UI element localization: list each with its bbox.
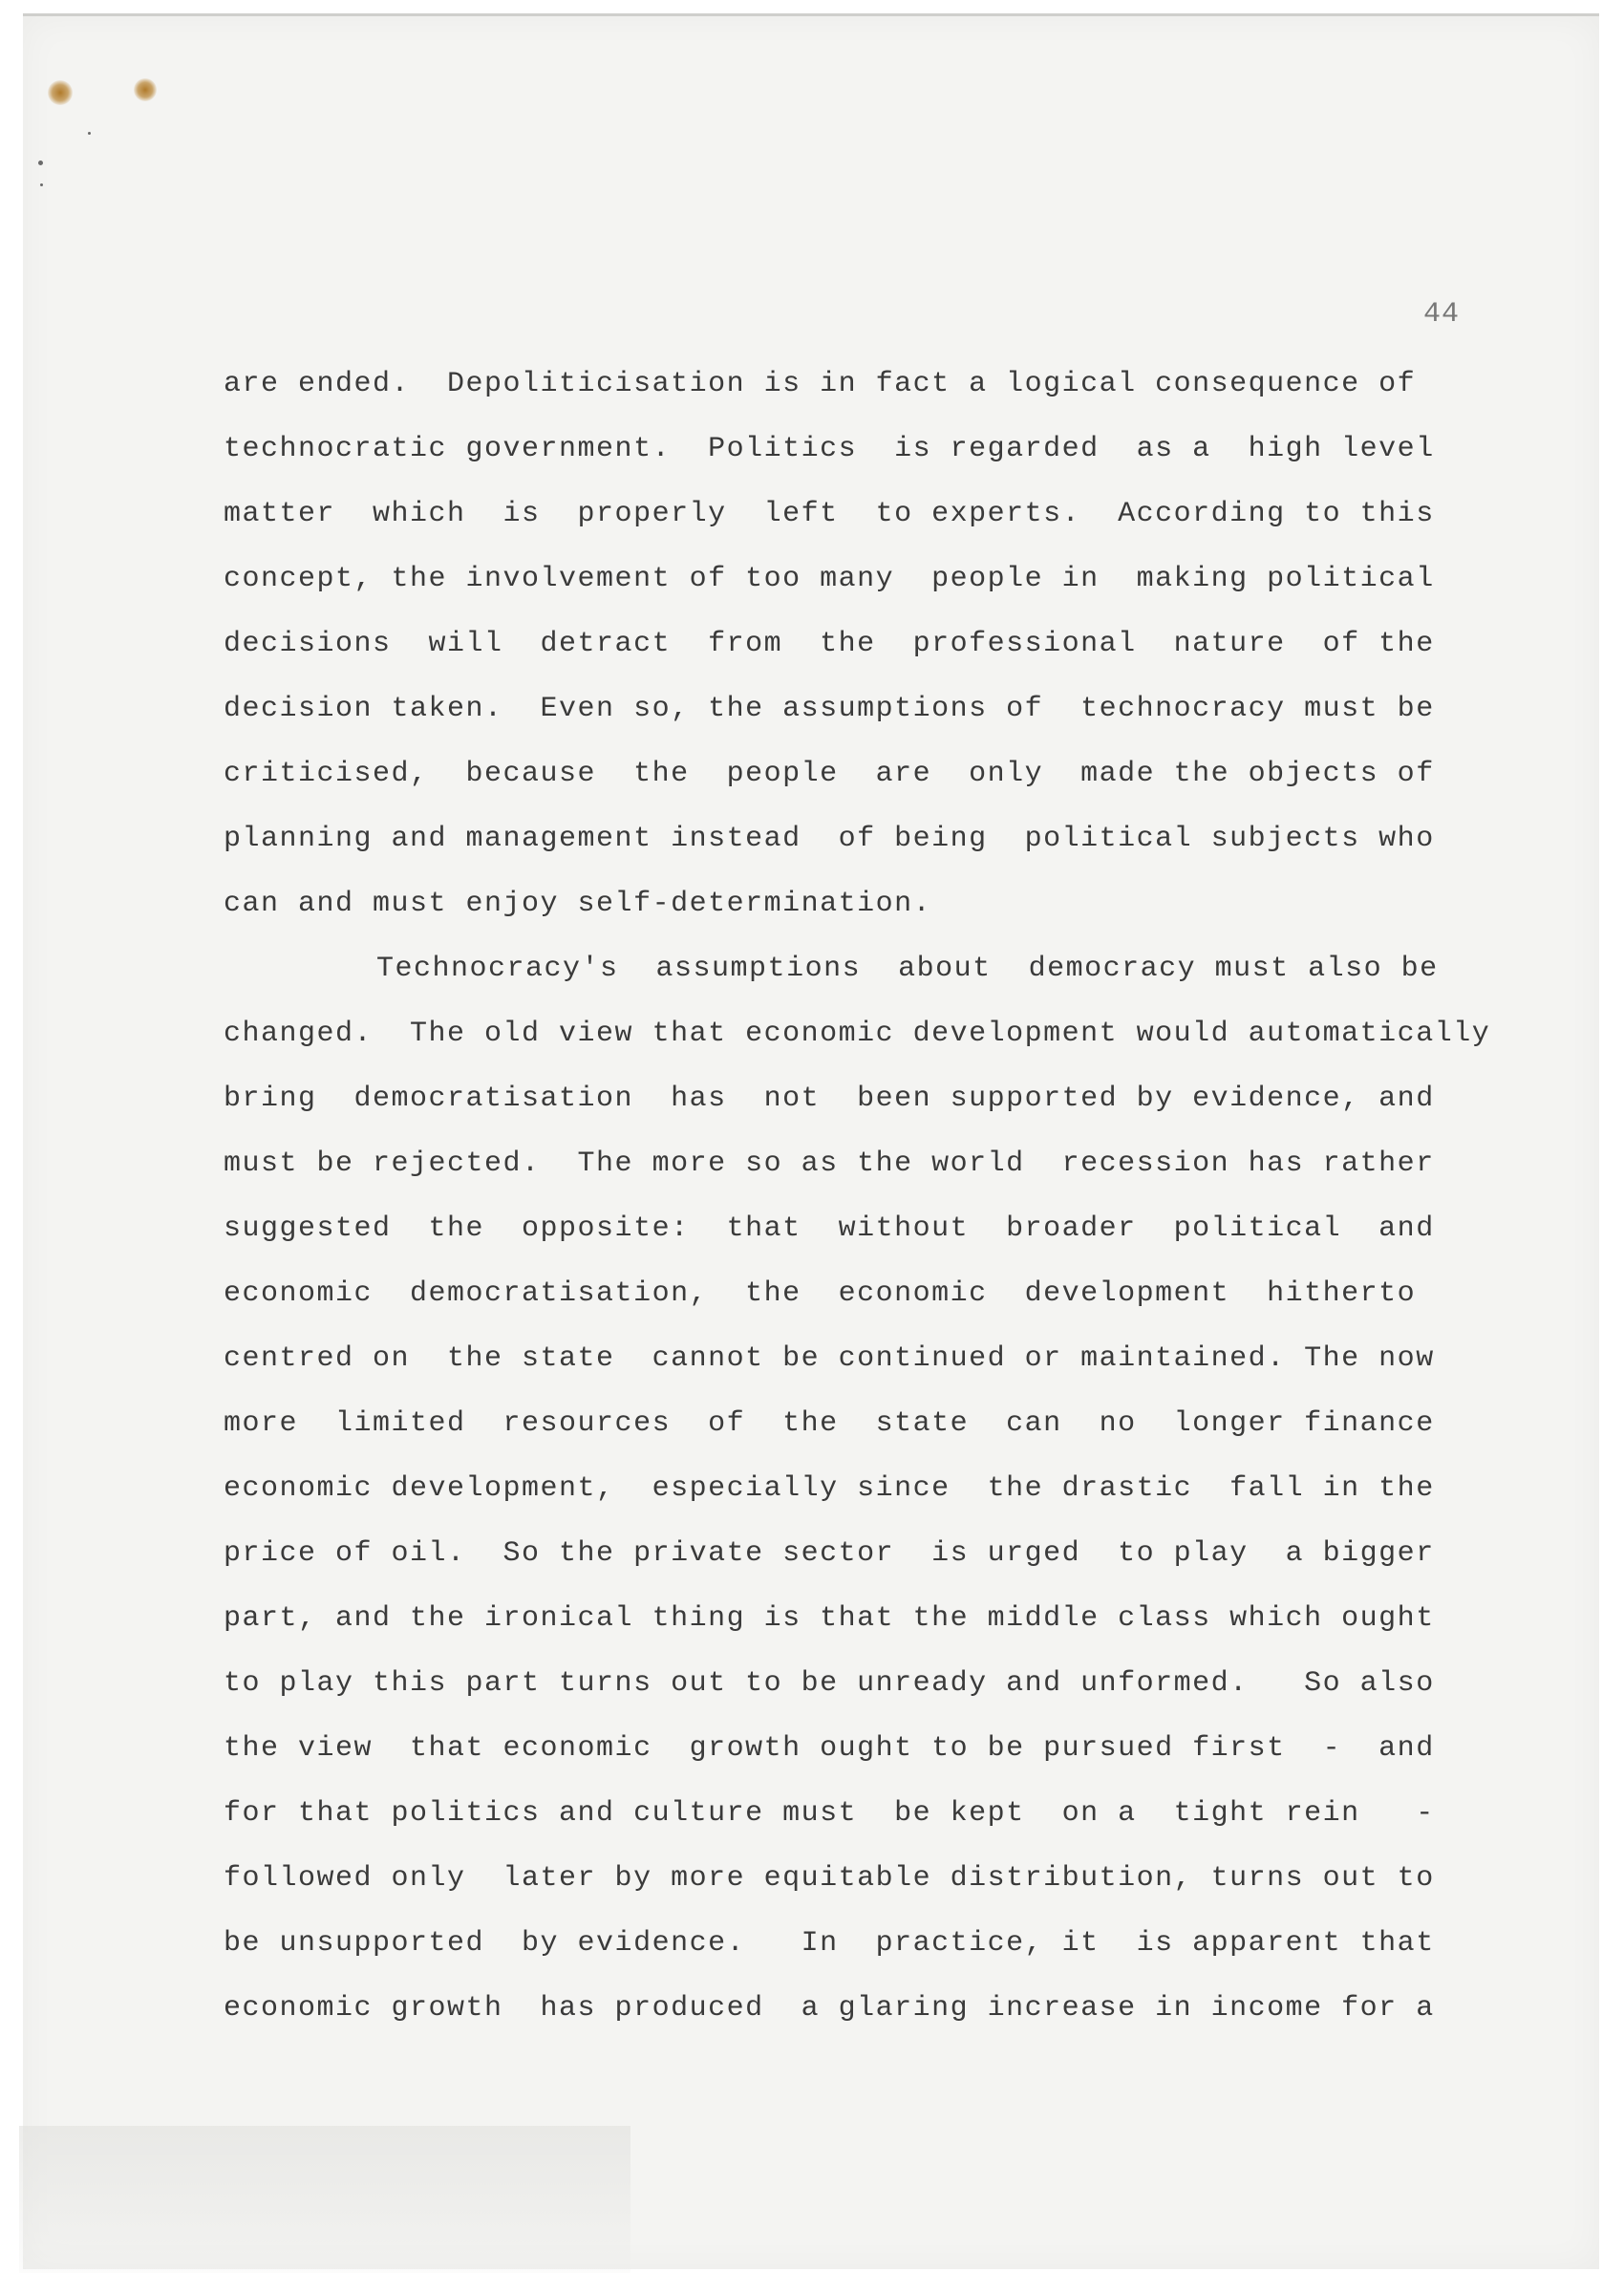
- text-line: must be rejected. The more so as the world recession has rather: [224, 1147, 1435, 1180]
- text-line: for that politics and culture must be kept on a tight rein -: [224, 1797, 1435, 1830]
- text-line: economic development, especially since the drastic fall in the: [224, 1472, 1435, 1505]
- text-line: price of oil. So the private sector is urged to play a bigger: [224, 1537, 1435, 1570]
- foxing-spot: [48, 80, 73, 105]
- text-line: concept, the involvement of too many people in making political: [224, 563, 1435, 595]
- text-line: technocratic government. Politics is regarded as a high level: [224, 433, 1435, 465]
- text-line: can and must enjoy self-determination.: [224, 888, 932, 920]
- foxing-spot: [134, 78, 157, 101]
- text-line: decision taken. Even so, the assumptions of technocracy must be: [224, 693, 1435, 725]
- text-line: criticised, because the people are only made the objects of: [224, 758, 1435, 790]
- text-line: followed only later by more equitable distribution, turns out to: [224, 1862, 1435, 1895]
- text-line: matter which is properly left to experts. According to this: [224, 498, 1435, 530]
- page-number: 44: [1422, 298, 1460, 331]
- speck: [40, 183, 43, 186]
- text-line: Technocracy's assumptions about democracy must also be: [376, 953, 1439, 985]
- text-line: more limited resources of the state can no longer finance: [224, 1407, 1435, 1440]
- text-line: economic democratisation, the economic development hitherto: [224, 1277, 1417, 1310]
- document-body: [224, 352, 1494, 2041]
- text-line: the view that economic growth ought to be pursued first - and: [224, 1732, 1435, 1765]
- text-line: part, and the ironical thing is that the middle class which ought: [224, 1602, 1435, 1635]
- text-line: centred on the state cannot be continued or maintained. The now: [224, 1342, 1435, 1375]
- paper-shadow: [19, 2126, 630, 2273]
- text-line: economic growth has produced a glaring increase in income for a: [224, 1992, 1435, 2025]
- text-line: are ended. Depoliticisation is in fact a logical consequence of: [224, 368, 1417, 400]
- text-line: bring democratisation has not been supported by evidence, and: [224, 1083, 1435, 1115]
- text-line: suggested the opposite: that without broader political and: [224, 1212, 1435, 1245]
- text-line: be unsupported by evidence. In practice, it is apparent that: [224, 1927, 1435, 1960]
- speck: [38, 161, 43, 165]
- text-line: planning and management instead of being political subjects who: [224, 823, 1435, 855]
- text-line: to play this part turns out to be unready and unformed. So also: [224, 1667, 1435, 1700]
- text-line: decisions will detract from the professional nature of the: [224, 628, 1435, 660]
- speck: [88, 132, 91, 135]
- text-line: changed. The old view that economic development would automatically: [224, 1018, 1491, 1050]
